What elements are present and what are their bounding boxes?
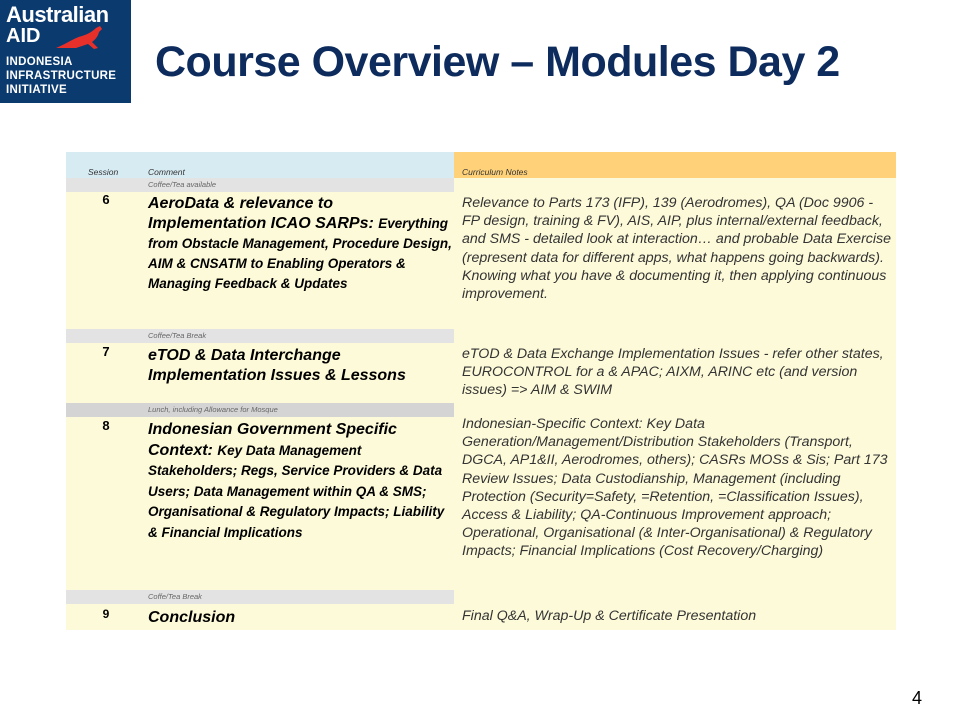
header-session: Session xyxy=(88,167,119,177)
topic-title: Indonesian Government Specific Context: xyxy=(148,421,397,459)
break-label: Lunch, including Allowance for Mosque xyxy=(148,405,278,414)
header-comment: Comment xyxy=(148,167,185,177)
break-band xyxy=(66,403,454,417)
topic-title: Conclusion xyxy=(148,609,236,626)
break-band xyxy=(66,590,454,604)
break-band xyxy=(66,329,454,343)
session-number: 7 xyxy=(102,344,110,359)
session-topic xyxy=(148,346,454,386)
logo-line-4: INFRASTRUCTURE xyxy=(6,70,117,82)
break-label: Coffee/Tea Break xyxy=(148,331,207,340)
curriculum-note: Relevance to Parts 173 (IFP), 139 (Aerodromes), QA (Doc 9906 - FP design, training & FV), AIS, AIP, plus internal/external feedback, and SMS - detailed look at interaction… and probable Data Exercise (represent data for different apps, what happens going backwards). Knowing what you have & documenting it, then applying continuous improvement. xyxy=(462,195,892,303)
topic-title: eTOD & Data Interchange Implementation Issues & Lessons xyxy=(148,347,406,384)
logo-line-1: Australian xyxy=(6,2,109,27)
session-number: 9 xyxy=(102,607,110,621)
australian-aid-logo xyxy=(0,0,131,103)
session-number: 8 xyxy=(102,418,110,433)
logo-line-3: INDONESIA xyxy=(6,56,73,68)
curriculum-note: Final Q&A, Wrap-Up & Certificate Presentation xyxy=(462,608,757,624)
topic-details: Everything from Obstacle Management, Procedure Design, AIM & CNSATM to Enabling Operators & Managing Feedback & Updates xyxy=(148,216,452,291)
session-topic xyxy=(148,420,454,543)
header-curriculum-notes: Curriculum Notes xyxy=(462,167,528,177)
curriculum-note: eTOD & Data Exchange Implementation Issues - refer other states, EUROCONTROL for a & APAC; AIXM, ARINC etc (and version issues) => AIM & SWIM xyxy=(462,346,884,399)
table-header-right xyxy=(454,152,896,178)
break-label: Coffee/Tea available xyxy=(148,180,217,189)
kangaroo-icon xyxy=(52,24,122,52)
session-topic xyxy=(148,608,454,628)
topic-details: Key Data Management Stakeholders; Regs, Service Providers & Data Users; Data Management within QA & SMS; Organisational & Regulatory Impacts; Liability & Financial Implications xyxy=(148,442,445,540)
session-number: 6 xyxy=(102,192,110,207)
curriculum-note: Indonesian-Specific Context: Key Data Generation/Management/Distribution Stakeholders (Transport, DGCA, AP1&II, Aerodromes, others); CASRs MOSs & Sis; Part 173 Review Issues; Data Custodianship, Management (including Protection (Security=Safety, =Retention, =Classification Issues), Access & Liability; QA-Continuous Improvement approach; Operational, Organisational (& Inter-Organisational) & Regulatory Impacts; Financial Implications (Cost Recovery/Charging) xyxy=(462,416,888,560)
break-band xyxy=(66,178,454,192)
logo-line-5: INITIATIVE xyxy=(6,84,67,96)
logo-line-2: AID xyxy=(6,25,41,47)
page-title: Course Overview – Modules Day 2 xyxy=(155,38,840,86)
session-topic xyxy=(148,194,454,294)
logo-subtitle xyxy=(6,55,116,97)
page-number: 4 xyxy=(911,688,922,708)
topic-title: AeroData & relevance to Implementation ICAO SARPs: xyxy=(148,195,374,232)
table-header-left xyxy=(66,152,454,178)
break-label: Coffe/Tea Break xyxy=(148,592,202,601)
